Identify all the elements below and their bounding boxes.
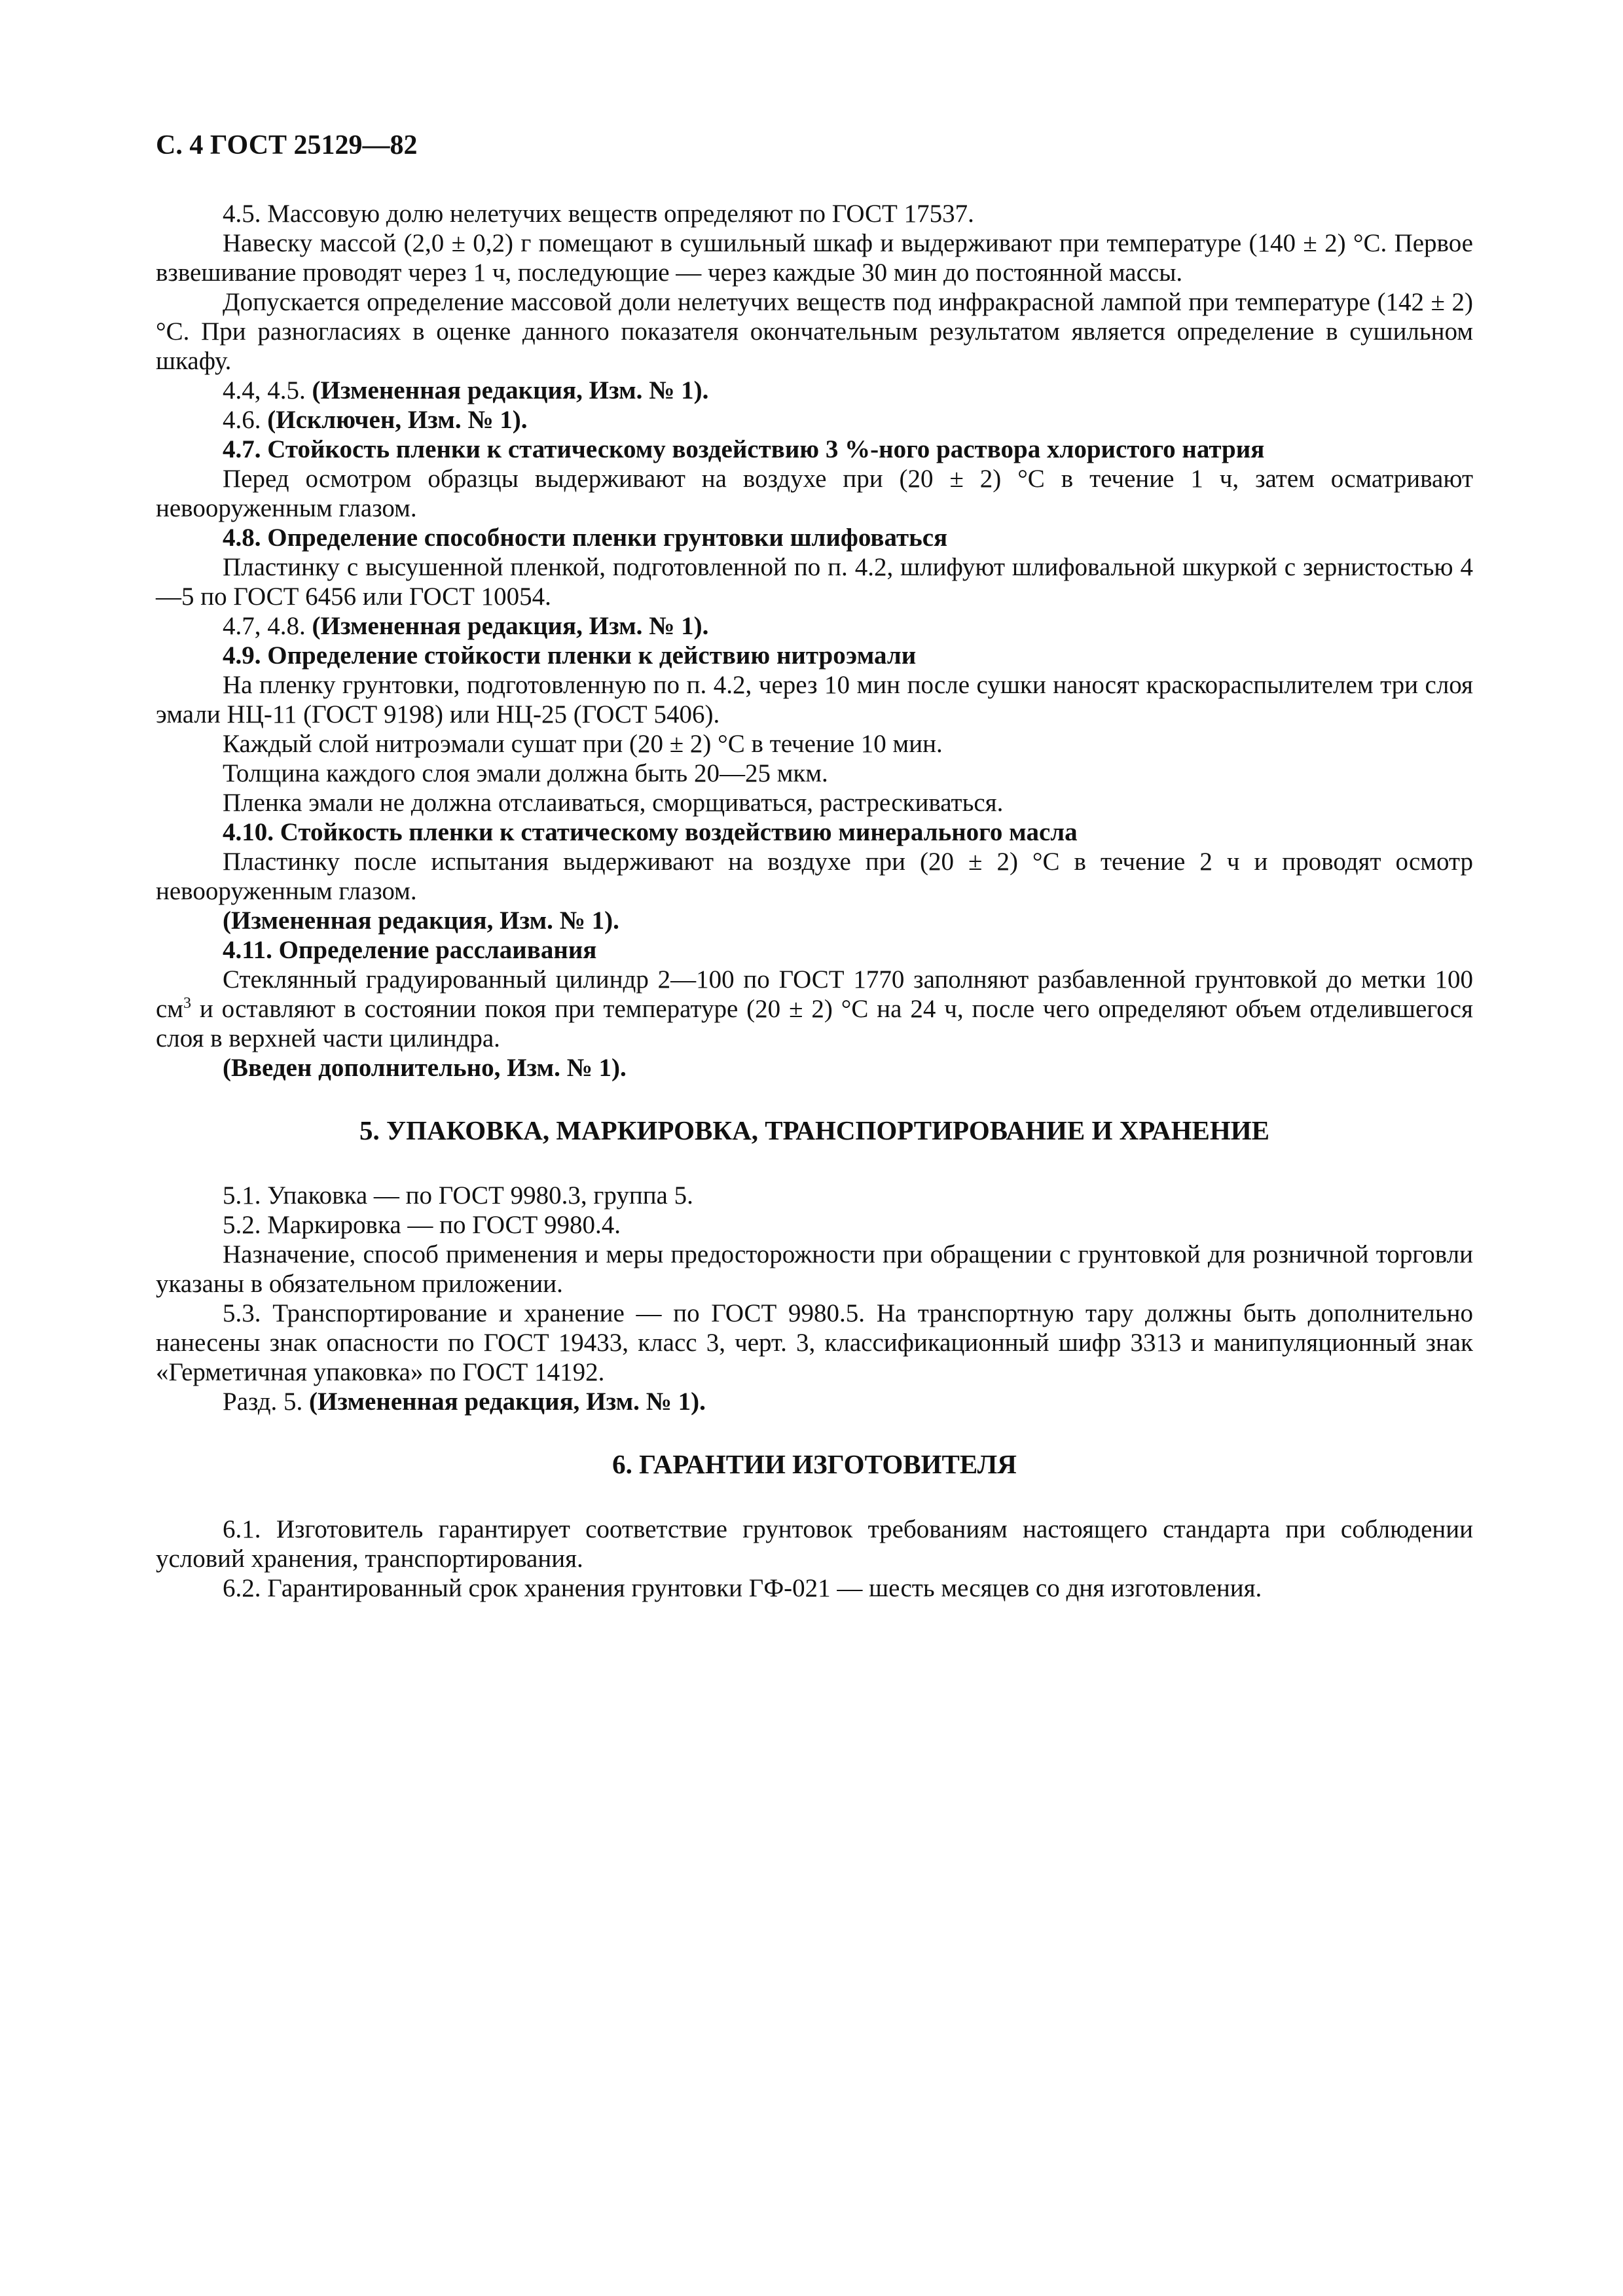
clause-heading-4-11: 4.11. Определение расслаивания — [223, 936, 597, 964]
paragraph-5-1: 5.1. Упаковка — по ГОСТ 9980.3, группа 5. — [223, 1181, 693, 1210]
clause-heading-4-7: 4.7. Стойкость пленки к статическому воздействию 3 %-ного раствора хлористого натрия — [223, 435, 1265, 463]
amendment-text: (Измененная редакция, Изм. № 1). — [309, 1388, 706, 1416]
paragraph-6-1: 6.1. Изготовитель гарантирует соответствие грунтовок требованиям настоящего стандарта при соблюдении условий хранения, транспортирования. — [156, 1515, 1473, 1573]
paragraph-5-3: 5.3. Транспортирование и хранение — по ГОСТ 9980.5. На транспортную тару должны быть дополнительно нанесены знак опасности по ГОСТ 19433, класс 3, черт. 3, классификационный шифр 3313 и манипуляционный знак «Герметичная упаковка» по ГОСТ 14192. — [156, 1299, 1473, 1386]
amendment-prefix: Разд. 5. — [223, 1388, 303, 1416]
amendment-note-4-6 — [156, 405, 1473, 435]
paragraph-sample-mass: Навеску массой (2,0 ± 0,2) г помещают в сушильный шкаф и выдерживают при температуре (140 ± 2) °С. Первое взвешивание проводят через 1 ч, последующие — через каждые 30 мин до постоянной массы. — [156, 229, 1473, 287]
page-content — [156, 130, 1473, 1603]
paragraph-purpose: Назначение, способ применения и меры предосторожности при обращении с грунтовкой для розничной торговли указаны в обязательном приложении. — [156, 1240, 1473, 1298]
amendment-note-section-5 — [156, 1387, 1473, 1416]
paragraph-cylinder — [156, 965, 1473, 1053]
amendment-note-4-4 — [156, 376, 1473, 405]
paragraph-6-2: 6.2. Гарантированный срок хранения грунтовки ГФ-021 — шесть месяцев со дня изготовления. — [223, 1574, 1262, 1602]
amendment-note-4-10: (Измененная редакция, Изм. № 1). — [223, 906, 619, 935]
amendment-text: (Исключен, Изм. № 1). — [267, 406, 528, 434]
clause-heading-4-9: 4.9. Определение стойкости пленки к действию нитроэмали — [223, 641, 917, 670]
paragraph-inspection: Перед осмотром образцы выдерживают на воздухе при (20 ± 2) °С в течение 1 ч, затем осматривают невооруженным глазом. — [156, 465, 1473, 522]
amendment-prefix: 4.6. — [223, 406, 261, 434]
clause-heading-4-10: 4.10. Стойкость пленки к статическому воздействию минерального масла — [223, 818, 1078, 846]
clause-heading-4-8: 4.8. Определение способности пленки грунтовки шлифоваться — [223, 524, 948, 552]
paragraph-grinding: Пластинку с высушенной пленкой, подготовленной по п. 4.2, шлифуют шлифовальной шкуркой с зернистостью 4—5 по ГОСТ 6456 или ГОСТ 10054. — [156, 553, 1473, 611]
cylinder-text-a: Стеклянный градуированный цилиндр 2—100 по ГОСТ 1770 заполняют разбавленной грунтовкой до метки 100 см — [156, 965, 1473, 1023]
cylinder-text-b: и оставляют в состоянии покоя при температуре (20 ± 2) °С на 24 ч, после чего определяют объем отделившегося слоя в верхней части цилиндра. — [156, 995, 1473, 1052]
paragraph-5-2: 5.2. Маркировка — по ГОСТ 9980.4. — [223, 1211, 621, 1239]
amendment-text: (Измененная редакция, Изм. № 1). — [312, 376, 709, 404]
amendment-text: (Измененная редакция, Изм. № 1). — [312, 612, 709, 640]
amendment-note-4-11: (Введен дополнительно, Изм. № 1). — [223, 1054, 627, 1082]
amendment-prefix: 4.7, 4.8. — [223, 612, 306, 640]
paragraph-no-peeling: Пленка эмали не должна отслаиваться, сморщиваться, растрескиваться. — [223, 789, 1004, 817]
amendment-note-4-7 — [156, 611, 1473, 641]
paragraph-thickness: Толщина каждого слоя эмали должна быть 20—25 мкм. — [223, 759, 828, 787]
paragraph-oil-test: Пластинку после испытания выдерживают на воздухе при (20 ± 2) °С в течение 2 ч и проводят осмотр невооруженным глазом. — [156, 848, 1473, 905]
section-5-title: 5. УПАКОВКА, МАРКИРОВКА, ТРАНСПОРТИРОВАНИЕ И ХРАНЕНИЕ — [359, 1115, 1270, 1145]
paragraph-enamel-layers: На пленку грунтовки, подготовленную по п. 4.2, через 10 мин после сушки наносят краскораспылителем три слоя эмали НЦ-11 (ГОСТ 9198) или НЦ-25 (ГОСТ 5406). — [156, 671, 1473, 728]
amendment-prefix: 4.4, 4.5. — [223, 376, 306, 404]
paragraph-4-5: 4.5. Массовую долю нелетучих веществ определяют по ГОСТ 17537. — [223, 200, 974, 228]
section-6-title: 6. ГАРАНТИИ ИЗГОТОВИТЕЛЯ — [612, 1449, 1017, 1479]
paragraph-drying: Каждый слой нитроэмали сушат при (20 ± 2) °С в течение 10 мин. — [223, 730, 943, 758]
cubic-superscript: 3 — [183, 995, 191, 1012]
paragraph-infrared-lamp: Допускается определение массовой доли нелетучих веществ под инфракрасной лампой при температуре (142 ± 2) °С. При разногласиях в оценке данного показателя окончательным результатом является определение в сушильном шкафу. — [156, 288, 1473, 375]
page-header: С. 4 ГОСТ 25129—82 — [156, 130, 418, 160]
